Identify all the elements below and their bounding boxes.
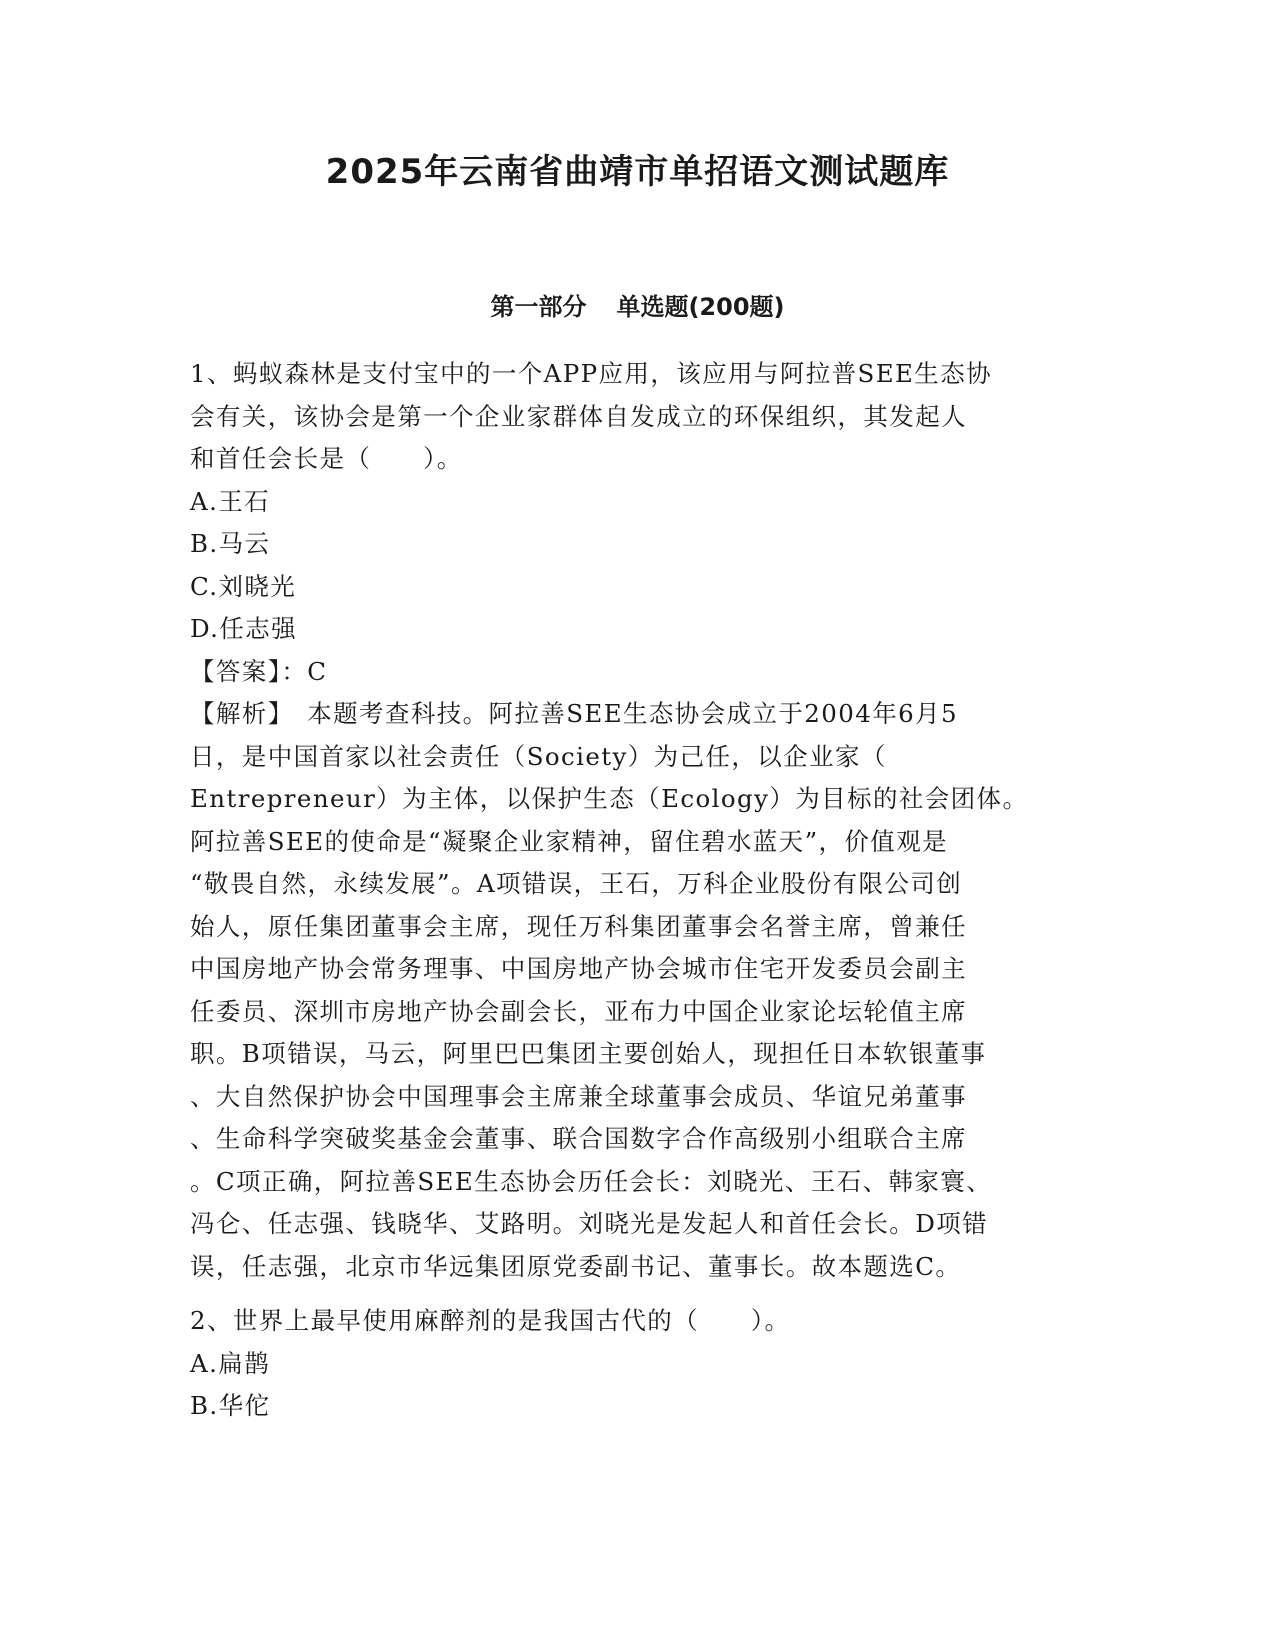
analysis-line: 中国房地产协会常务理事、中国房地产协会城市住宅开发委员会副主 [190,954,967,983]
option-b: B.华佗 [190,1391,271,1420]
section-heading [0,290,1275,324]
analysis-line: 、生命科学突破奖基金会董事、联合国数字合作高级别小组联合主席 [190,1124,967,1153]
option-b: B.马云 [190,529,271,558]
question-stem-line: 会有关，该协会是第一个企业家群体自发成立的环保组织，其发起人 [190,401,967,431]
analysis-line: 阿拉善SEE的使命是“凝聚企业家精神，留住碧水蓝天”，价值观是 [190,826,949,856]
option-a: A.王石 [190,486,271,516]
analysis-line: 职。B项错误，马云，阿里巴巴集团主要创始人，现担任日本软银董事 [190,1039,987,1068]
question-1 [190,353,1090,1288]
analysis-line: 【解析】 本题考查科技。阿拉善SEE生态协会成立于2004年6月5 [190,699,959,728]
analysis-line: 。C项正确，阿拉善SEE生态协会历任会长：刘晓光、王石、韩家寰、 [190,1166,993,1196]
section-name: 单选题(200题) [616,293,785,321]
analysis-line: 任委员、深圳市房地产协会副会长，亚布力中国企业家论坛轮值主席 [190,996,967,1026]
analysis-line: 日，是中国首家以社会责任（Society）为己任，以企业家（ [190,741,887,771]
analysis-line: Entrepreneur）为主体，以保护生态（Ecology）为目标的社会团体。 [190,784,1029,813]
analysis-line: “敬畏自然，永续发展”。A项错误，王石，万科企业股份有限公司创 [190,869,963,898]
option-d: D.任志强 [190,614,298,643]
analysis-line: 冯仑、任志强、钱晓华、艾路明。刘晓光是发起人和首任会长。D项错 [190,1209,989,1238]
analysis-line: 误，任志强，北京市华远集团原党委副书记、董事长。故本题选C。 [190,1251,962,1281]
question-list [190,353,1090,1428]
question-stem-line: 和首任会长是（ ）。 [190,444,463,473]
document-title: 2025年云南省曲靖市单招语文测试题库 [325,152,950,192]
option-c: C.刘晓光 [190,571,297,601]
question-stem-line: 1、蚂蚁森林是支付宝中的一个APP应用，该应用与阿拉普SEE生态协 [190,359,993,388]
answer-line: 【答案】：C [190,656,328,686]
analysis-line: 始人，原任集团董事会主席，现任万科集团董事会名誉主席，曾兼任 [190,911,967,941]
question-2 [190,1300,1090,1428]
option-a: A.扁鹊 [190,1348,271,1378]
section-part: 第一部分 [490,293,587,321]
analysis-line: 、大自然保护协会中国理事会主席兼全球董事会成员、华谊兄弟董事 [190,1081,967,1111]
question-stem-line: 2、世界上最早使用麻醉剂的是我国古代的（ ）。 [190,1306,791,1335]
